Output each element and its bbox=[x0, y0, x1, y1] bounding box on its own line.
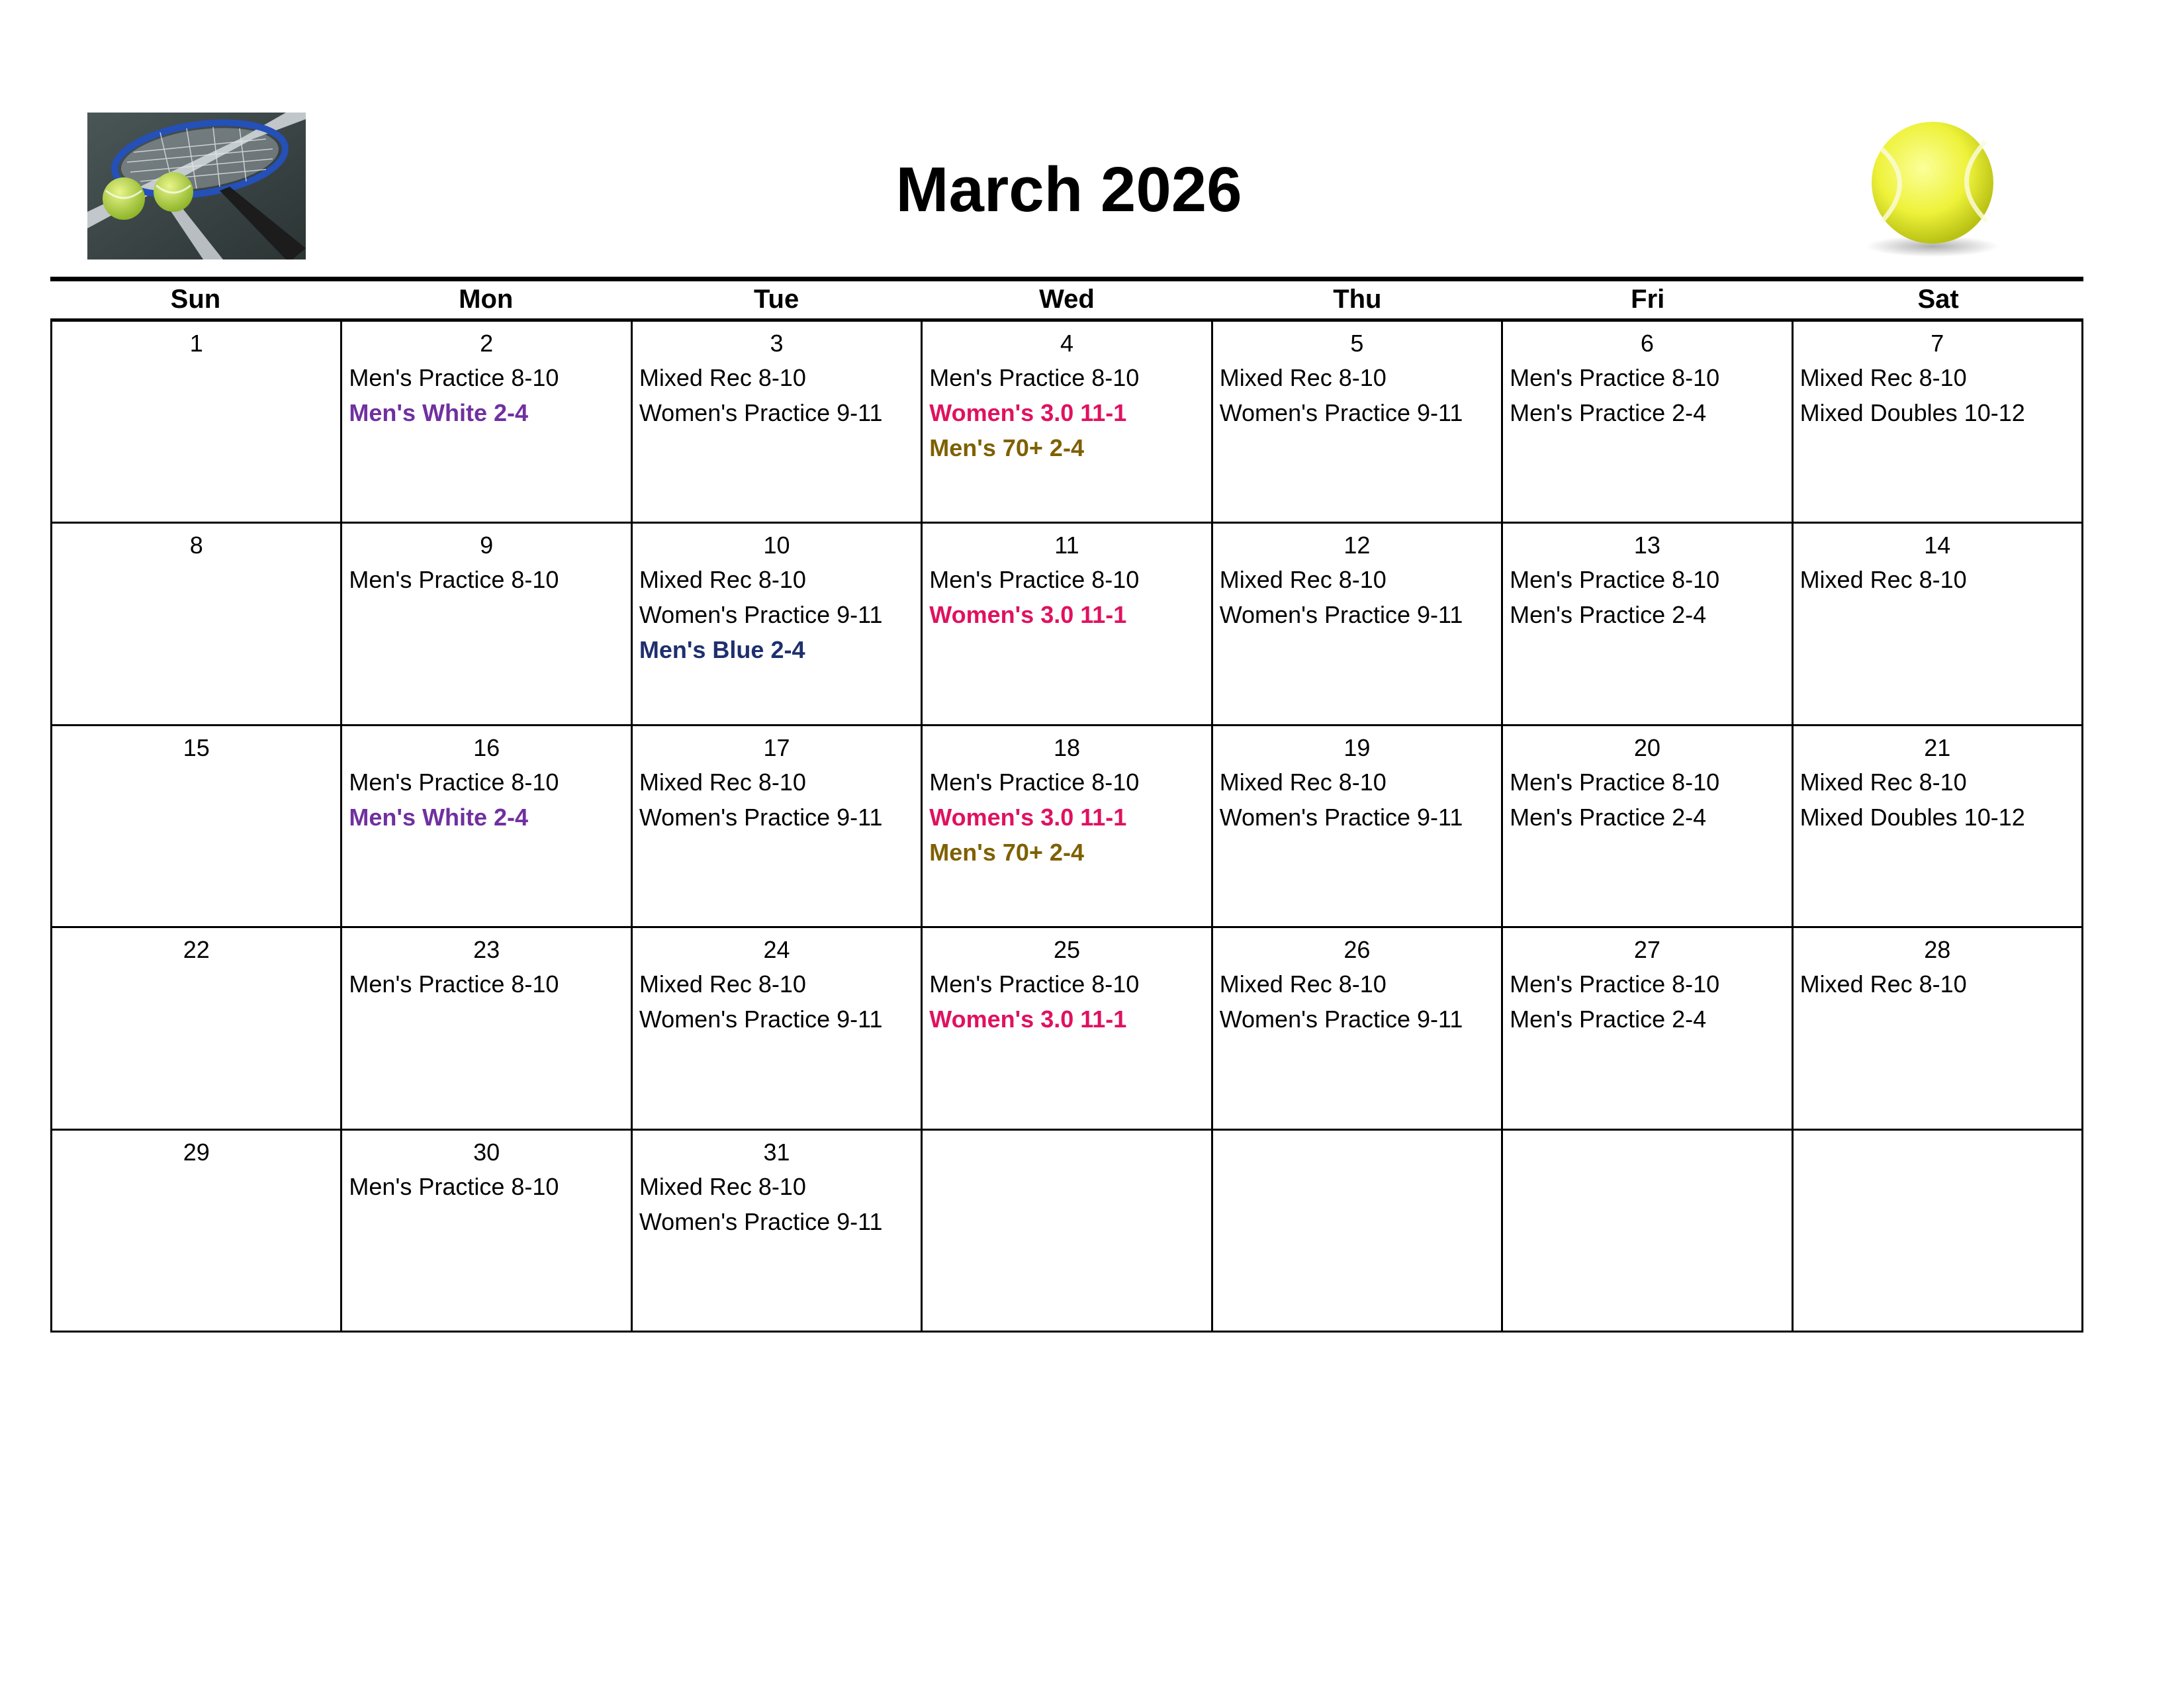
day-cell-28 bbox=[1794, 928, 2083, 1130]
event-entry: Mixed Rec 8-10 bbox=[1219, 970, 1387, 998]
header-rule bbox=[50, 277, 2083, 281]
event-entry: Mixed Rec 8-10 bbox=[1219, 566, 1387, 594]
day-cell-20 bbox=[1503, 726, 1793, 928]
day-number: 9 bbox=[480, 532, 494, 559]
event-entry: Men's Practice 8-10 bbox=[929, 364, 1140, 391]
event-entry: Men's Practice 8-10 bbox=[349, 1172, 559, 1200]
day-number: 27 bbox=[1633, 936, 1661, 964]
event-entry: Men's 70+ 2-4 bbox=[929, 838, 1084, 866]
day-cell-26 bbox=[1213, 928, 1503, 1130]
event-entry: Women's Practice 9-11 bbox=[1219, 601, 1463, 629]
day-number: 30 bbox=[473, 1138, 500, 1166]
day-cell-12 bbox=[1213, 524, 1503, 726]
day-number: 4 bbox=[1060, 330, 1073, 357]
event-entry: Men's Practice 8-10 bbox=[929, 970, 1140, 998]
event-entry: Mixed Doubles 10-12 bbox=[1799, 803, 2025, 831]
event-entry: Men's Practice 2-4 bbox=[1510, 399, 1707, 426]
day-cell-19 bbox=[1213, 726, 1503, 928]
day-cell-29 bbox=[52, 1131, 342, 1333]
event-entry: Mixed Rec 8-10 bbox=[639, 970, 806, 998]
event-entry: Men's Practice 8-10 bbox=[349, 768, 559, 796]
day-number: 11 bbox=[1054, 532, 1079, 559]
event-entry: Men's Practice 8-10 bbox=[1510, 566, 1720, 594]
empty-day-cell bbox=[1794, 1131, 2083, 1333]
day-number: 14 bbox=[1924, 532, 1951, 559]
day-number bbox=[1220, 1136, 1494, 1169]
day-number: 2 bbox=[480, 330, 494, 357]
day-number: 28 bbox=[1924, 936, 1951, 964]
day-cell-10 bbox=[633, 524, 923, 726]
event-entry: Women's Practice 9-11 bbox=[1219, 399, 1463, 426]
day-number: 22 bbox=[183, 936, 210, 964]
day-of-week-tue: Tue bbox=[754, 285, 799, 314]
empty-day-cell bbox=[1213, 1131, 1503, 1333]
event-entry: Women's Practice 9-11 bbox=[1219, 803, 1463, 831]
day-cell-31 bbox=[633, 1131, 923, 1333]
calendar-title: March 2026 bbox=[895, 154, 1242, 225]
day-of-week-sat: Sat bbox=[1917, 285, 1959, 314]
day-cell-16 bbox=[342, 726, 632, 928]
event-entry: Mixed Doubles 10-12 bbox=[1799, 399, 2025, 426]
event-entry: Men's Practice 8-10 bbox=[929, 768, 1140, 796]
day-number: 23 bbox=[473, 936, 500, 964]
event-entry: Mixed Rec 8-10 bbox=[1799, 970, 1967, 998]
event-entry: Men's Practice 8-10 bbox=[349, 970, 559, 998]
event-entry: Women's Practice 9-11 bbox=[639, 601, 883, 629]
event-entry: Mixed Rec 8-10 bbox=[639, 1172, 806, 1200]
day-number: 15 bbox=[183, 733, 210, 761]
event-entry: Women's Practice 9-11 bbox=[639, 803, 883, 831]
day-number: 17 bbox=[763, 733, 790, 761]
empty-day-cell bbox=[923, 1131, 1212, 1333]
day-of-week-sun: Sun bbox=[170, 285, 221, 314]
day-number: 3 bbox=[770, 330, 784, 357]
event-entry: Men's Practice 2-4 bbox=[1510, 601, 1707, 629]
day-cell-30 bbox=[342, 1131, 632, 1333]
day-cell-8 bbox=[52, 524, 342, 726]
day-cell-5 bbox=[1213, 322, 1503, 524]
day-number: 26 bbox=[1343, 936, 1371, 964]
event-entry: Mixed Rec 8-10 bbox=[1219, 364, 1387, 391]
day-cell-6 bbox=[1503, 322, 1793, 524]
event-entry: Mixed Rec 8-10 bbox=[1799, 364, 1967, 391]
event-entry: Men's Practice 8-10 bbox=[929, 566, 1140, 594]
day-cell-1 bbox=[52, 322, 342, 524]
event-entry: Mixed Rec 8-10 bbox=[1219, 768, 1387, 796]
event-entry: Mixed Rec 8-10 bbox=[639, 768, 806, 796]
day-number bbox=[1800, 1136, 2075, 1169]
day-cell-17 bbox=[633, 726, 923, 928]
event-entry: Men's White 2-4 bbox=[349, 399, 529, 426]
tennis-ball-icon bbox=[1860, 122, 2005, 261]
event-entry: Men's Practice 8-10 bbox=[1510, 768, 1720, 796]
day-number: 10 bbox=[763, 532, 790, 559]
event-entry: Men's Practice 8-10 bbox=[1510, 364, 1720, 391]
event-entry: Mixed Rec 8-10 bbox=[1799, 768, 1967, 796]
day-number: 1 bbox=[189, 330, 203, 357]
day-number: 29 bbox=[183, 1138, 210, 1166]
day-number: 25 bbox=[1053, 936, 1081, 964]
day-number: 16 bbox=[473, 733, 500, 761]
day-cell-24 bbox=[633, 928, 923, 1130]
empty-day-cell bbox=[1503, 1131, 1793, 1333]
day-of-week-mon: Mon bbox=[459, 285, 514, 314]
day-of-week-wed: Wed bbox=[1039, 285, 1095, 314]
day-cell-27 bbox=[1503, 928, 1793, 1130]
event-entry: Men's Practice 8-10 bbox=[1510, 970, 1720, 998]
day-number: 24 bbox=[763, 936, 790, 964]
day-number: 19 bbox=[1343, 733, 1371, 761]
event-entry: Mixed Rec 8-10 bbox=[639, 566, 806, 594]
day-number bbox=[1510, 1136, 1784, 1169]
day-cell-4 bbox=[923, 322, 1212, 524]
day-cell-14 bbox=[1794, 524, 2083, 726]
day-number: 7 bbox=[1931, 330, 1944, 357]
day-cell-23 bbox=[342, 928, 632, 1130]
day-number: 5 bbox=[1350, 330, 1364, 357]
day-number: 12 bbox=[1343, 532, 1371, 559]
event-entry: Women's 3.0 11-1 bbox=[929, 601, 1127, 629]
day-cell-2 bbox=[342, 322, 632, 524]
day-cell-7 bbox=[1794, 322, 2083, 524]
event-entry: Women's 3.0 11-1 bbox=[929, 803, 1127, 831]
day-number: 6 bbox=[1640, 330, 1654, 357]
day-number: 21 bbox=[1924, 733, 1951, 761]
event-entry: Men's White 2-4 bbox=[349, 803, 529, 831]
day-number bbox=[929, 1136, 1204, 1169]
day-cell-3 bbox=[633, 322, 923, 524]
day-cell-22 bbox=[52, 928, 342, 1130]
day-number: 13 bbox=[1633, 532, 1661, 559]
event-entry: Women's Practice 9-11 bbox=[639, 399, 883, 426]
day-number: 8 bbox=[189, 532, 203, 559]
day-cell-21 bbox=[1794, 726, 2083, 928]
event-entry: Men's 70+ 2-4 bbox=[929, 434, 1084, 461]
calendar-grid bbox=[50, 318, 2083, 1333]
day-of-week-header bbox=[50, 282, 2083, 316]
event-entry: Men's Blue 2-4 bbox=[639, 636, 805, 664]
event-entry: Men's Practice 2-4 bbox=[1510, 803, 1707, 831]
day-cell-13 bbox=[1503, 524, 1793, 726]
day-cell-9 bbox=[342, 524, 632, 726]
day-of-week-thu: Thu bbox=[1333, 285, 1382, 314]
event-entry: Men's Practice 8-10 bbox=[349, 566, 559, 594]
day-number: 31 bbox=[763, 1138, 790, 1166]
event-entry: Men's Practice 2-4 bbox=[1510, 1006, 1707, 1033]
day-cell-15 bbox=[52, 726, 342, 928]
event-entry: Mixed Rec 8-10 bbox=[639, 364, 806, 391]
day-number: 20 bbox=[1633, 733, 1661, 761]
event-entry: Mixed Rec 8-10 bbox=[1799, 566, 1967, 594]
day-of-week-fri: Fri bbox=[1631, 285, 1665, 314]
day-cell-11 bbox=[923, 524, 1212, 726]
event-entry: Women's Practice 9-11 bbox=[1219, 1006, 1463, 1033]
event-entry: Women's 3.0 11-1 bbox=[929, 1006, 1127, 1033]
day-cell-18 bbox=[923, 726, 1212, 928]
event-entry: Women's Practice 9-11 bbox=[639, 1006, 883, 1033]
event-entry: Women's 3.0 11-1 bbox=[929, 399, 1127, 426]
day-cell-25 bbox=[923, 928, 1212, 1130]
event-entry: Women's Practice 9-11 bbox=[639, 1207, 883, 1235]
day-number: 18 bbox=[1053, 733, 1081, 761]
event-entry: Men's Practice 8-10 bbox=[349, 364, 559, 391]
